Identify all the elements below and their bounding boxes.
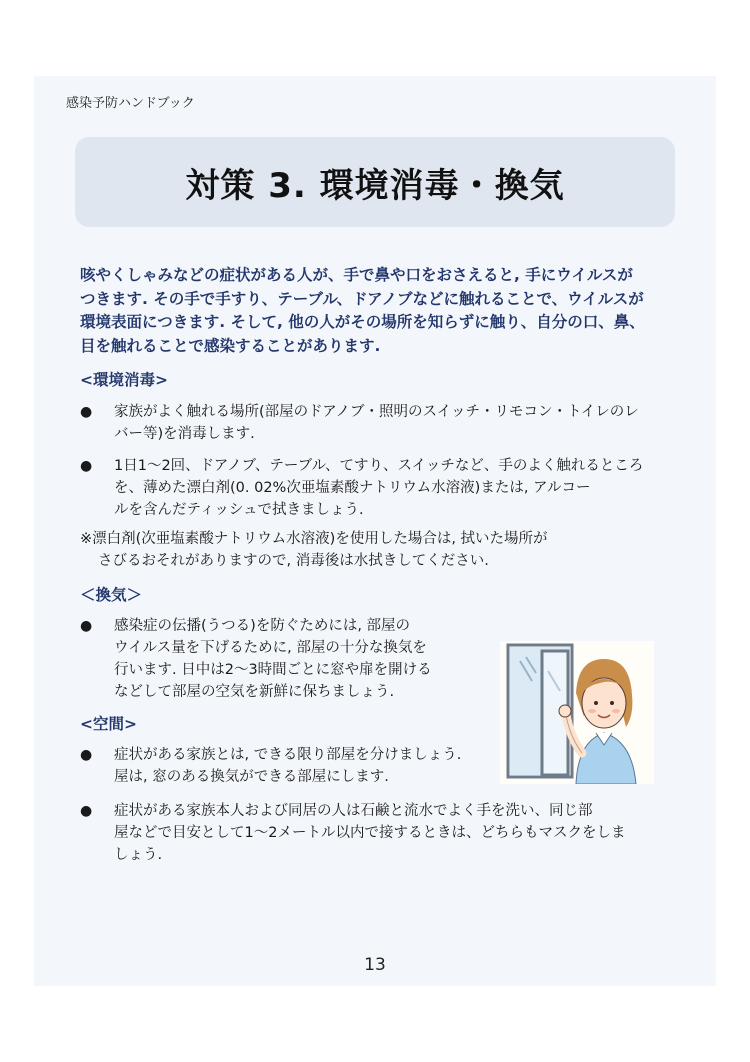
intro-line: 目を触れることで感染することがあります. (80, 336, 381, 355)
bullet-icon: ● (80, 618, 93, 634)
heading-space: <空間> (80, 715, 137, 733)
list-item-line: 家族がよく触れる場所(部屋のドアノブ・照明のスイッチ・リモコン・トイレのレ (114, 404, 639, 420)
list-item-line: バー等)を消毒します. (114, 426, 255, 442)
heading-ventilation: ＜換気＞ (80, 586, 143, 604)
list-item-line: 行います. 日中は2～3時間ごとに窓や扉を開ける (114, 662, 432, 678)
list-item (80, 744, 500, 788)
intro-paragraph (80, 264, 680, 358)
intro-line: つきます. その手で手すり、テーブル、ドアノブなどに触れることで、ウイルスが (80, 289, 644, 308)
list-item (80, 401, 680, 445)
page-title: 対策 3. 環境消毒・換気 (185, 165, 565, 206)
person-opening-window-icon (500, 641, 654, 784)
bullet-icon: ● (80, 803, 93, 819)
bullet-icon: ● (80, 404, 93, 420)
note-line: ※漂白剤(次亜塩素酸ナトリウム水溶液)を使用した場合は, 拭いた場所が (80, 531, 548, 547)
list-item (80, 800, 680, 866)
list-item (80, 615, 480, 703)
list-item-line: などして部屋の空気を新鮮に保ちましょう. (114, 684, 395, 700)
list-item-line: を、薄めた漂白剤(0. 02%次亜塩素酸ナトリウム水溶液)または, アルコー (114, 480, 591, 496)
list-item-line: 症状がある家族とは, できる限り部屋を分けましょう. (114, 747, 462, 763)
window-ventilation-illustration (500, 641, 654, 784)
page-number: 13 (364, 955, 386, 975)
intro-line: 環境表面につきます. そして, 他の人がその場所を知らずに触り、自分の口、鼻、 (80, 313, 645, 331)
list-item-line: 屋は, 窓のある換気ができる部屋にします. (114, 769, 389, 785)
bleach-note (80, 528, 680, 572)
list-item-line: ルを含んだティッシュで拭きましょう. (114, 502, 364, 518)
list-item-line: 症状がある家族本人および同居の人は石鹸と流水でよく手を洗い、同じ部 (114, 803, 593, 819)
list-item-line: 感染症の伝播(うつる)を防ぐためには, 部屋の (114, 618, 411, 634)
list-item-line: ウイルス量を下げるために, 部屋の十分な換気を (114, 640, 427, 656)
title-box (75, 137, 675, 227)
list-item-line: 屋などで目安として1～2メートル以内で接するときは、どちらもマスクをしま (114, 825, 626, 841)
note-line: さびるおそれがありますので, 消毒後は水拭きしてください. (98, 553, 489, 569)
bullet-icon: ● (80, 458, 93, 474)
bullet-icon: ● (80, 747, 93, 763)
list-item-line: しょう. (114, 847, 163, 863)
intro-line: 咳やくしゃみなどの症状がある人が、手で鼻や口をおさえると, 手にウイルスが (80, 266, 633, 284)
list-item-line: 1日1～2回、ドアノブ、テーブル、てすり、スイッチなど、手のよく触れるところ (114, 458, 644, 474)
handbook-label: 感染予防ハンドブック (66, 96, 195, 111)
list-item (80, 455, 680, 521)
heading-disinfection: <環境消毒> (80, 371, 168, 389)
